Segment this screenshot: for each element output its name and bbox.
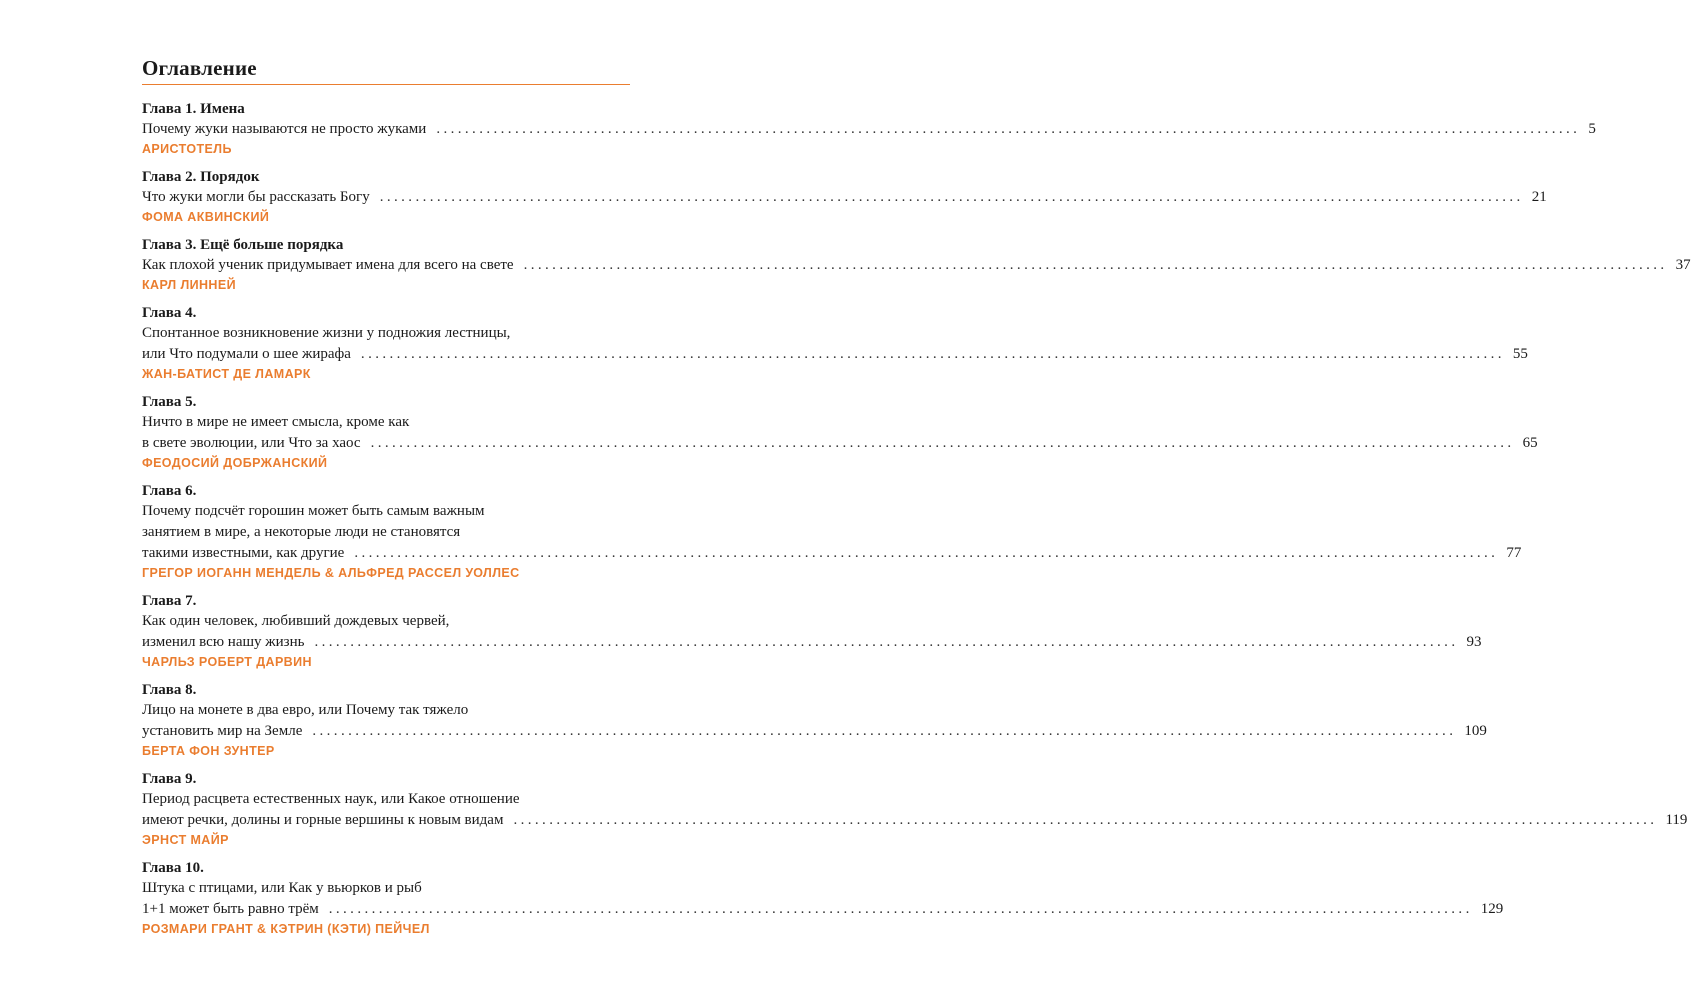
chapter-author: ЖАН-БАТИСТ ДЕ ЛАМАРК — [142, 367, 311, 381]
toc-entry — [142, 393, 1538, 472]
chapter-title-final-line — [142, 344, 1528, 365]
page-number: 37 — [1675, 257, 1691, 273]
dot-leader: ................................................................................................................................................................ — [360, 346, 1505, 362]
chapter-heading: Глава 4. — [142, 305, 197, 321]
chapter-heading: Глава 3. Ещё больше порядка — [142, 237, 344, 253]
chapter-title-final-line — [142, 119, 1596, 140]
dot-leader: ................................................................................................................................................................ — [314, 634, 1459, 650]
chapter-title-final-line — [142, 543, 1522, 564]
dot-leader: ................................................................................................................................................................ — [312, 723, 1457, 739]
chapter-title-line: занятием в мире, а некоторые люди не становятся — [142, 524, 461, 540]
chapter-heading: Глава 7. — [142, 593, 197, 609]
chapter-heading: Глава 9. — [142, 771, 197, 787]
toc-list — [142, 100, 1691, 938]
dot-leader: ................................................................................................................................................................ — [328, 901, 1473, 917]
chapter-title-line: Штука с птицами, или Как у вьюрков и рыб — [142, 880, 422, 896]
chapter-heading: Глава 1. Имена — [142, 101, 245, 117]
toc-entry — [142, 236, 1691, 294]
toc-entry — [142, 304, 1528, 383]
dot-leader: ................................................................................................................................................................ — [379, 189, 1524, 205]
chapter-title-text: Как плохой ученик придумывает имена для всего на свете — [142, 257, 514, 273]
chapter-author: ФОМА АКВИНСКИЙ — [142, 210, 270, 224]
toc-title: Оглавление — [142, 56, 257, 80]
dot-leader: ................................................................................................................................................................ — [354, 545, 1499, 561]
dot-leader: ................................................................................................................................................................ — [370, 435, 1515, 451]
toc-entry — [142, 482, 1522, 582]
chapter-title-text: 1+1 может быть равно трём — [142, 901, 319, 917]
chapter-author: РОЗМАРИ ГРАНТ & КЭТРИН (КЭТИ) ПЕЙЧЕЛ — [142, 922, 430, 936]
title-divider — [142, 84, 630, 85]
chapter-heading: Глава 6. — [142, 483, 197, 499]
page-number: 119 — [1665, 812, 1688, 828]
chapter-title-line: Спонтанное возникновение жизни у подножия лестницы, — [142, 325, 511, 341]
chapter-author: ЭРНСТ МАЙР — [142, 833, 229, 847]
page-number: 129 — [1480, 901, 1504, 917]
chapter-title-line: Ничто в мире не имеет смысла, кроме как — [142, 414, 410, 430]
chapter-title-final-line — [142, 810, 1688, 831]
chapter-title-final-line — [142, 433, 1538, 454]
chapter-title-text: или Что подумали о шее жирафа — [142, 346, 351, 362]
chapter-title-final-line — [142, 899, 1504, 920]
page-number: 109 — [1464, 723, 1487, 739]
chapter-author: ФЕОДОСИЙ ДОБРЖАНСКИЙ — [142, 456, 328, 470]
chapter-heading: Глава 10. — [142, 860, 204, 876]
chapter-heading: Глава 2. Порядок — [142, 169, 260, 185]
chapter-title-line: Период расцвета естественных наук, или Какое отношение — [142, 791, 520, 807]
chapter-heading: Глава 5. — [142, 394, 197, 410]
toc-entry — [142, 859, 1504, 938]
toc-entry — [142, 770, 1688, 849]
page-number: 93 — [1466, 634, 1482, 650]
chapter-title-final-line — [142, 632, 1482, 653]
chapter-title-final-line — [142, 255, 1691, 276]
page-number: 5 — [1588, 121, 1596, 137]
dot-leader: ................................................................................................................................................................ — [523, 257, 1668, 273]
toc-entry — [142, 100, 1596, 158]
chapter-title-line: Почему подсчёт горошин может быть самым важным — [142, 503, 485, 519]
toc-entry — [142, 592, 1482, 671]
chapter-title-text: такими известными, как другие — [142, 545, 345, 561]
chapter-author: ГРЕГОР ИОГАНН МЕНДЕЛЬ & АЛЬФРЕД РАССЕЛ УОЛЛЕС — [142, 566, 520, 580]
toc-entry — [142, 681, 1487, 760]
chapter-heading: Глава 8. — [142, 682, 197, 698]
page-number: 21 — [1531, 189, 1547, 205]
page-number: 77 — [1506, 545, 1522, 561]
dot-leader: ................................................................................................................................................................ — [436, 121, 1581, 137]
chapter-title-text: Что жуки могли бы рассказать Богу — [142, 189, 370, 205]
chapter-title-text: Почему жуки называются не просто жуками — [142, 121, 427, 137]
chapter-title-final-line — [142, 187, 1547, 208]
chapter-title-text: имеют речки, долины и горные вершины к новым видам — [142, 812, 504, 828]
dot-leader: ................................................................................................................................................................ — [513, 812, 1658, 828]
chapter-title-final-line — [142, 721, 1487, 742]
chapter-author: ЧАРЛЬЗ РОБЕРТ ДАРВИН — [142, 655, 312, 669]
chapter-author: АРИСТОТЕЛЬ — [142, 142, 232, 156]
chapter-title-text: изменил всю нашу жизнь — [142, 634, 305, 650]
page-number: 65 — [1522, 435, 1538, 451]
chapter-title-text: установить мир на Земле — [142, 723, 303, 739]
chapter-title-line: Лицо на монете в два евро, или Почему так тяжело — [142, 702, 469, 718]
page-number: 55 — [1512, 346, 1528, 362]
chapter-title-line: Как один человек, любивший дождевых червей, — [142, 613, 450, 629]
toc-entry — [142, 168, 1547, 226]
chapter-title-text: в свете эволюции, или Что за хаос — [142, 435, 361, 451]
chapter-author: КАРЛ ЛИННЕЙ — [142, 278, 236, 292]
chapter-author: БЕРТА ФОН ЗУНТЕР — [142, 744, 275, 758]
toc-page — [142, 55, 1691, 948]
